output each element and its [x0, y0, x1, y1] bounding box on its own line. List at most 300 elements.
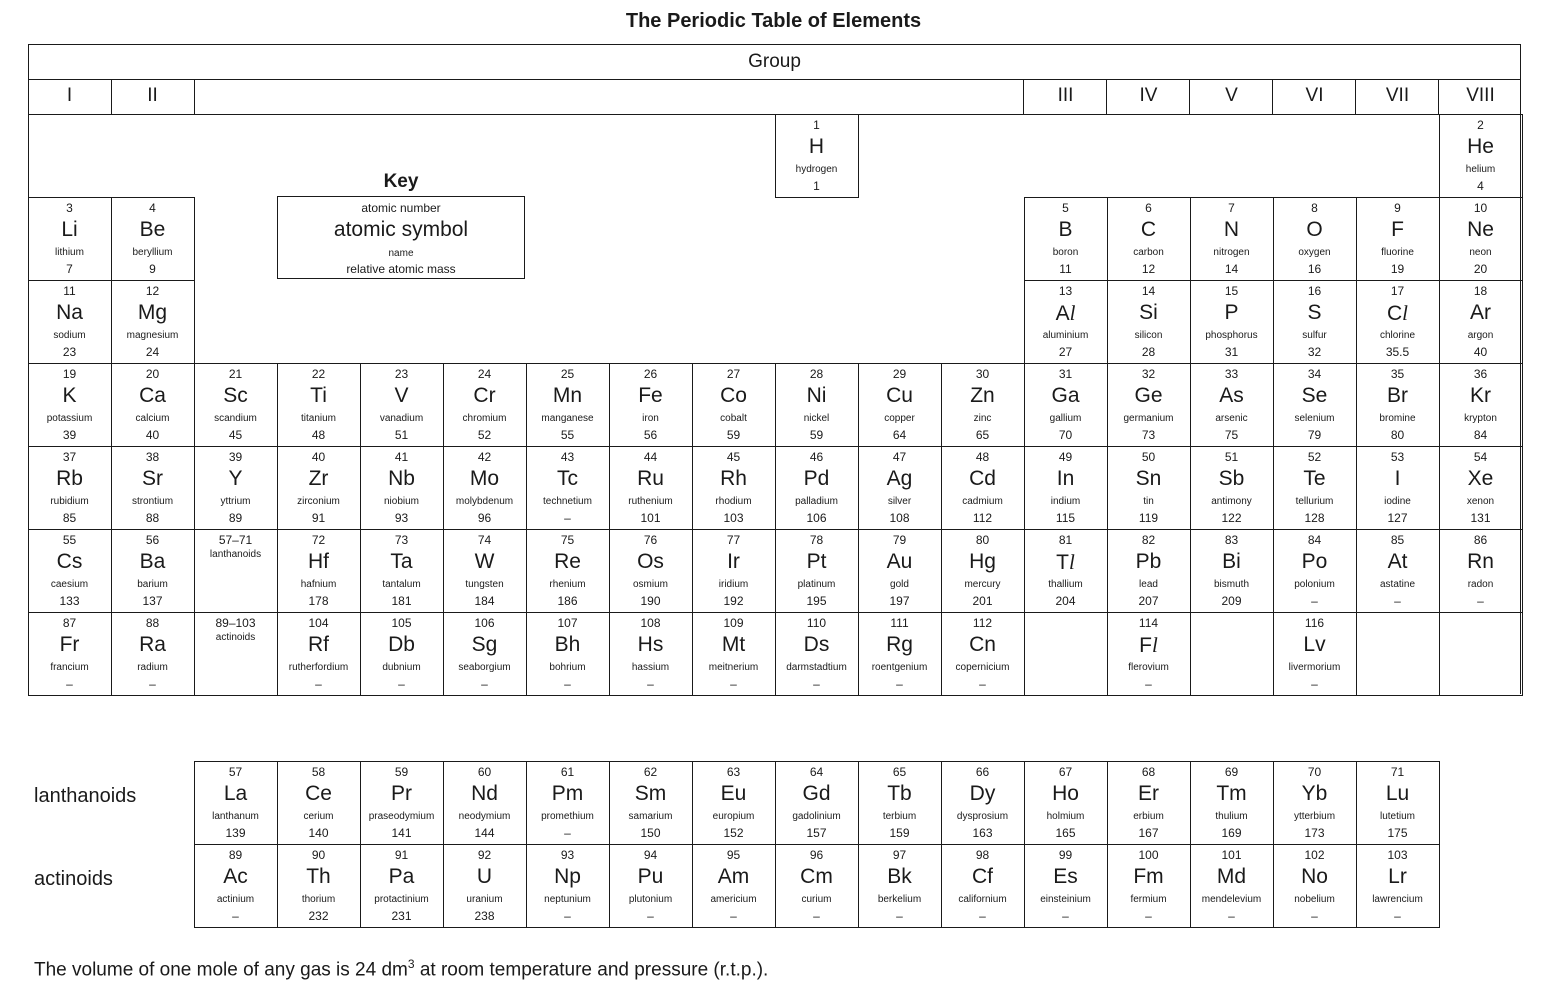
grid-line [360, 363, 444, 364]
element-name: krypton [1464, 413, 1497, 424]
element-cell [692, 844, 775, 927]
grid-line [111, 612, 195, 613]
relative-atomic-mass: 204 [1055, 594, 1076, 608]
atomic-number: 55 [62, 533, 77, 547]
grid-line [1273, 363, 1274, 447]
atomic-number: 72 [311, 533, 326, 547]
element-cell [111, 529, 194, 612]
element-symbol: P [1224, 301, 1239, 324]
atomic-number: 20 [145, 367, 160, 381]
atomic-number: 86 [1473, 533, 1488, 547]
grid-line [1190, 280, 1274, 281]
element-name: bohrium [549, 662, 586, 673]
grid-line [526, 695, 610, 696]
atomic-number: 109 [723, 616, 744, 630]
atomic-number: 88 [145, 616, 160, 630]
element-symbol: Ti [310, 384, 327, 407]
atomic-number: 5 [1062, 201, 1069, 215]
atomic-number: 45 [726, 450, 741, 464]
atomic-number: 84 [1307, 533, 1322, 547]
relative-atomic-mass: 128 [1304, 511, 1325, 525]
element-cell [941, 761, 1024, 844]
atomic-number: 97 [892, 848, 907, 862]
atomic-number: 98 [975, 848, 990, 862]
grid-line [1356, 446, 1357, 530]
grid-line [111, 529, 112, 613]
atomic-number: 42 [477, 450, 492, 464]
grid-line [1356, 280, 1440, 281]
relative-atomic-mass: 11 [1059, 262, 1072, 276]
relative-atomic-mass: 152 [723, 826, 744, 840]
relative-atomic-mass: – [813, 677, 820, 691]
element-symbol: Dy [969, 782, 996, 805]
relative-atomic-mass: – [813, 909, 820, 923]
element-symbol: Ne [1467, 218, 1494, 241]
relative-atomic-mass: 14 [1224, 262, 1239, 276]
grid-line [1273, 612, 1357, 613]
grid-line [277, 529, 278, 613]
element-cell [111, 280, 194, 363]
element-symbol: Ar [1470, 301, 1491, 324]
grid-line [1522, 280, 1523, 364]
relative-atomic-mass: – [1311, 909, 1318, 923]
grid-line [1107, 197, 1191, 198]
grid-line [1439, 197, 1523, 198]
element-cell [858, 612, 941, 695]
element-cell [277, 446, 360, 529]
element-name: tungsten [465, 579, 504, 590]
element-name: tin [1143, 496, 1154, 507]
grid-line [277, 695, 361, 696]
series-placeholder-cell [194, 612, 277, 695]
relative-atomic-mass: 91 [311, 511, 326, 525]
atomic-number: 51 [1224, 450, 1239, 464]
grid-line [28, 529, 112, 530]
element-cell [526, 612, 609, 695]
element-cell [1190, 197, 1273, 280]
element-name: magnesium [126, 330, 179, 341]
grid-line [1024, 446, 1108, 447]
grid-line [194, 612, 195, 696]
relative-atomic-mass: – [315, 677, 322, 691]
atomic-number: 106 [474, 616, 495, 630]
atomic-number: 50 [1141, 450, 1156, 464]
element-cell [609, 761, 692, 844]
atomic-number: 31 [1058, 367, 1073, 381]
atomic-number: 91 [394, 848, 409, 862]
element-symbol: At [1387, 550, 1408, 573]
element-symbol: Tb [887, 782, 912, 805]
relative-atomic-mass: 190 [640, 594, 661, 608]
element-cell [1356, 197, 1439, 280]
element-name: technetium [543, 496, 592, 507]
grid-line [1107, 446, 1191, 447]
atomic-number-range: 57–71 [218, 533, 253, 547]
grid-line [360, 363, 361, 447]
atomic-number: 19 [62, 367, 77, 381]
element-name: yttrium [220, 496, 251, 507]
grid-line [526, 363, 610, 364]
element-cell [692, 761, 775, 844]
grid-line [1273, 446, 1274, 530]
element-cell [1439, 280, 1522, 363]
atomic-number: 89 [228, 848, 243, 862]
element-name: sulfur [1302, 330, 1327, 341]
grid-line [692, 695, 776, 696]
atomic-number: 66 [975, 765, 990, 779]
element-cell [1107, 844, 1190, 927]
grid-line [1356, 363, 1357, 447]
relative-atomic-mass: 137 [142, 594, 163, 608]
grid-line [609, 363, 693, 364]
relative-atomic-mass: – [1394, 909, 1401, 923]
atomic-number: 16 [1307, 284, 1322, 298]
element-symbol: Mt [721, 633, 746, 656]
element-symbol: Pr [391, 782, 412, 805]
footnote-text: The volume of one mole of any gas is 24 dm [34, 959, 408, 981]
element-symbol: Ni [806, 384, 827, 407]
grid-line [28, 44, 1521, 45]
relative-atomic-mass: 157 [806, 826, 827, 840]
atomic-number: 100 [1138, 848, 1159, 862]
grid-line [941, 363, 942, 447]
relative-atomic-mass: 207 [1138, 594, 1159, 608]
element-name: rhenium [549, 579, 586, 590]
element-cell [526, 363, 609, 446]
atomic-number: 92 [477, 848, 492, 862]
atomic-number: 79 [892, 533, 907, 547]
grid-line [360, 529, 444, 530]
element-symbol: S [1307, 301, 1322, 324]
relative-atomic-mass: – [564, 826, 571, 840]
element-symbol: Lu [1385, 782, 1410, 805]
relative-atomic-mass: – [896, 909, 903, 923]
element-name: plutonium [628, 894, 673, 905]
element-symbol: Co [720, 384, 747, 407]
element-symbol: Fl [1139, 633, 1158, 657]
series-name: lanthanoids [209, 549, 262, 560]
element-symbol: C [1140, 218, 1157, 241]
element-symbol: Sm [634, 782, 667, 805]
relative-atomic-mass: – [1145, 677, 1152, 691]
group-numeral: V [1225, 85, 1238, 106]
relative-atomic-mass: 88 [145, 511, 160, 525]
element-name: actinium [216, 894, 255, 905]
grid-line [1356, 529, 1357, 613]
grid-line [1107, 363, 1191, 364]
element-cell [1273, 844, 1356, 927]
element-cell [1273, 529, 1356, 612]
relative-atomic-mass: – [1228, 909, 1235, 923]
relative-atomic-mass: – [1394, 594, 1401, 608]
element-name: bromine [1379, 413, 1416, 424]
element-cell [1024, 197, 1107, 280]
element-symbol: Tl [1056, 550, 1075, 574]
grid-line [443, 529, 527, 530]
element-cell [526, 761, 609, 844]
grid-line [194, 363, 195, 447]
element-symbol: Ir [727, 550, 740, 573]
relative-atomic-mass: 106 [806, 511, 827, 525]
relative-atomic-mass: 163 [972, 826, 993, 840]
element-cell [1439, 197, 1522, 280]
grid-line [1024, 612, 1108, 613]
relative-atomic-mass: 150 [640, 826, 661, 840]
grid-line [111, 529, 195, 530]
relative-atomic-mass: 167 [1138, 826, 1159, 840]
grid-line [692, 612, 776, 613]
atomic-number: 73 [394, 533, 409, 547]
relative-atomic-mass: – [979, 909, 986, 923]
element-name: palladium [795, 496, 838, 507]
atomic-number: 24 [477, 367, 492, 381]
element-name: zirconium [297, 496, 340, 507]
gas-volume-footnote [34, 957, 768, 981]
relative-atomic-mass: 140 [308, 826, 329, 840]
element-name: neptunium [544, 894, 591, 905]
element-name: iron [642, 413, 659, 424]
relative-atomic-mass: 75 [1224, 428, 1239, 442]
relative-atomic-mass: – [1145, 909, 1152, 923]
element-symbol: Al [1055, 301, 1076, 325]
relative-atomic-mass: – [481, 677, 488, 691]
grid-line [277, 612, 278, 696]
atomic-number: 83 [1224, 533, 1239, 547]
element-symbol: He [1467, 135, 1494, 158]
relative-atomic-mass: 192 [723, 594, 744, 608]
group-header: Group [748, 51, 801, 72]
atomic-number: 58 [311, 765, 326, 779]
grid-line [1356, 363, 1440, 364]
atomic-number: 7 [1228, 201, 1235, 215]
grid-line [28, 197, 29, 281]
grid-line [526, 446, 610, 447]
element-symbol: O [1306, 218, 1323, 241]
element-name: rhodium [715, 496, 752, 507]
element-symbol: Pb [1135, 550, 1162, 573]
element-symbol: Ds [803, 633, 830, 656]
atomic-number: 75 [560, 533, 575, 547]
atomic-number: 22 [311, 367, 326, 381]
relative-atomic-mass: 84 [1473, 428, 1488, 442]
element-symbol: Fm [1133, 865, 1164, 888]
group-numeral: VII [1385, 85, 1410, 106]
element-symbol: Hf [308, 550, 329, 573]
element-name: radon [1467, 579, 1494, 590]
element-cell [111, 446, 194, 529]
element-cell [1439, 114, 1522, 197]
element-name: cadmium [962, 496, 1003, 507]
grid-line [775, 529, 776, 613]
grid-line [609, 612, 610, 696]
grid-line [609, 363, 610, 447]
element-symbol: Tm [1216, 782, 1247, 805]
element-name: polonium [1294, 579, 1335, 590]
element-name: berkelium [877, 894, 922, 905]
element-name: iridium [718, 579, 749, 590]
element-symbol: Hg [969, 550, 996, 573]
element-name: osmium [632, 579, 668, 590]
grid-line [1190, 197, 1274, 198]
element-cell [775, 844, 858, 927]
grid-line [277, 446, 278, 530]
grid-line [692, 446, 693, 530]
relative-atomic-mass: 93 [394, 511, 409, 525]
element-name: meitnerium [708, 662, 759, 673]
grid-line [1024, 280, 1108, 281]
atomic-number: 74 [477, 533, 492, 547]
relative-atomic-mass: 232 [308, 909, 329, 923]
atomic-number: 104 [308, 616, 329, 630]
grid-line [858, 363, 942, 364]
element-name: einsteinium [1040, 894, 1091, 905]
atomic-number: 114 [1138, 616, 1159, 630]
element-name: chlorine [1379, 330, 1416, 341]
grid-line [775, 363, 859, 364]
element-cell [360, 363, 443, 446]
element-cell [1439, 529, 1522, 612]
element-cell [1107, 280, 1190, 363]
relative-atomic-mass: 201 [972, 594, 993, 608]
lanthanoids-actinoids-table [194, 761, 1439, 928]
grid-line [775, 363, 776, 447]
element-symbol: U [476, 865, 493, 888]
grid-line [1439, 197, 1440, 281]
element-name: caesium [50, 579, 89, 590]
element-cell [277, 844, 360, 927]
grid-line [858, 446, 942, 447]
grid-line [609, 529, 693, 530]
relative-atomic-mass: 59 [809, 428, 824, 442]
grid-line [775, 612, 776, 696]
element-cell [526, 529, 609, 612]
relative-atomic-mass: – [1477, 594, 1484, 608]
relative-atomic-mass: 79 [1307, 428, 1322, 442]
relative-atomic-mass: 238 [474, 909, 495, 923]
grid-line [1190, 446, 1274, 447]
grid-line [1024, 695, 1108, 696]
element-symbol: Kr [1470, 384, 1491, 407]
grid-line [28, 79, 1521, 80]
periodic-table [28, 44, 1521, 694]
atomic-number: 87 [62, 616, 77, 630]
grid-line [775, 695, 859, 696]
element-cell [1024, 529, 1107, 612]
grid-line [111, 363, 112, 447]
grid-line [1107, 280, 1191, 281]
relative-atomic-mass: – [1311, 594, 1318, 608]
element-symbol: Rn [1467, 550, 1494, 573]
element-name: ytterbium [1293, 811, 1336, 822]
grid-line [1356, 446, 1440, 447]
grid-line [1190, 529, 1274, 530]
element-symbol: Mn [552, 384, 583, 407]
grid-line [194, 529, 195, 613]
atomic-number: 28 [809, 367, 824, 381]
element-cell [941, 612, 1024, 695]
element-cell [194, 446, 277, 529]
element-name: samarium [628, 811, 673, 822]
relative-atomic-mass: 165 [1055, 826, 1076, 840]
series-name: actinoids [215, 632, 256, 643]
element-symbol: Xe [1467, 467, 1494, 490]
relative-atomic-mass: 40 [1473, 345, 1488, 359]
element-name: lawrencium [1372, 894, 1423, 905]
relative-atomic-mass: 186 [557, 594, 578, 608]
relative-atomic-mass: – [1062, 909, 1069, 923]
element-symbol: Cu [886, 384, 913, 407]
grid-line [28, 612, 112, 613]
element-name: bismuth [1213, 579, 1249, 590]
atomic-number: 10 [1473, 201, 1488, 215]
element-symbol: Ag [886, 467, 913, 490]
grid-line [277, 529, 361, 530]
element-symbol: Ca [139, 384, 166, 407]
group-numeral: IV [1139, 85, 1158, 106]
element-symbol: Be [139, 218, 166, 241]
element-cell [1024, 280, 1107, 363]
element-name: francium [50, 662, 89, 673]
relative-atomic-mass: – [1311, 677, 1318, 691]
footnote-superscript: 3 [407, 957, 415, 971]
atomic-number: 46 [809, 450, 824, 464]
element-name: dubnium [382, 662, 421, 673]
element-name: thulium [1215, 811, 1248, 822]
relative-atomic-mass: 19 [1390, 262, 1405, 276]
element-cell [941, 844, 1024, 927]
element-name: phosphorus [1205, 330, 1258, 341]
element-name: darmstadtium [786, 662, 847, 673]
element-symbol: Bk [887, 865, 912, 888]
element-name: astatine [1379, 579, 1416, 590]
grid-line [858, 114, 859, 198]
relative-atomic-mass: – [730, 909, 737, 923]
grid-line [858, 363, 859, 447]
grid-line [775, 114, 776, 198]
element-cell [28, 446, 111, 529]
element-cell [1107, 197, 1190, 280]
atomic-number: 68 [1141, 765, 1156, 779]
grid-line [194, 529, 278, 530]
grid-line [1439, 114, 1523, 115]
relative-atomic-mass: 108 [889, 511, 910, 525]
element-symbol: Th [306, 865, 331, 888]
atomic-number: 94 [643, 848, 658, 862]
element-cell [775, 529, 858, 612]
element-cell [1356, 761, 1439, 844]
grid-line [941, 446, 942, 530]
grid-line [692, 529, 776, 530]
atomic-number: 103 [1387, 848, 1408, 862]
atomic-number: 23 [394, 367, 409, 381]
element-cell [111, 197, 194, 280]
grid-line [360, 612, 444, 613]
atomic-number: 62 [643, 765, 658, 779]
grid-line [1190, 446, 1191, 530]
element-name: cerium [303, 811, 334, 822]
atomic-number: 32 [1141, 367, 1156, 381]
grid-line [858, 612, 942, 613]
grid-line [1439, 280, 1440, 364]
element-name: gold [890, 579, 909, 590]
element-cell [1273, 761, 1356, 844]
element-symbol: Lr [1388, 865, 1407, 888]
grid-line [775, 529, 859, 530]
atomic-number: 52 [1307, 450, 1322, 464]
grid-line [1273, 612, 1274, 696]
grid-line [526, 612, 610, 613]
element-name: uranium [466, 894, 503, 905]
